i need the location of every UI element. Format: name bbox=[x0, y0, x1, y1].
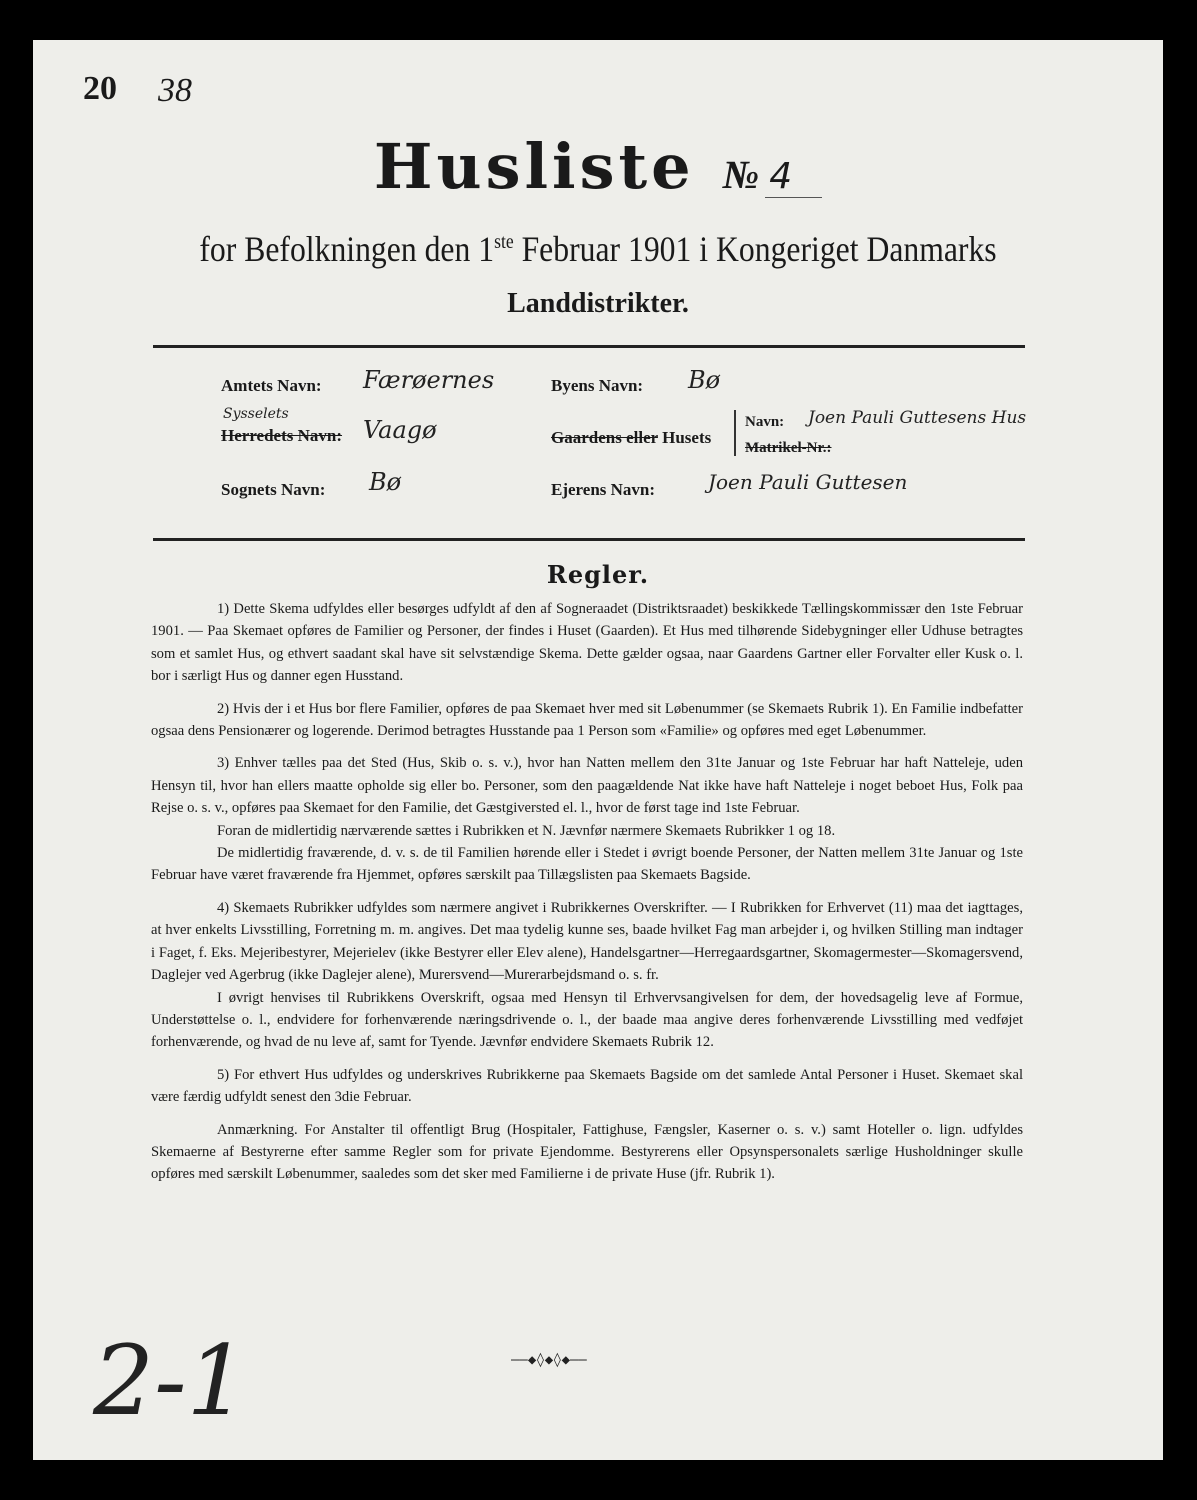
gaard-label-wrap bbox=[551, 428, 711, 448]
rule-1: 1) Dette Skema udfyldes eller besørges udfyldt af den af Sogneraadet (Distriktsraadet) beskikkede Tællingskommissær den 1ste Februar 1901. — Paa Skemaet opføres de Familier og Personer, der findes i Huset (Gaarden). Et Hus med tilhørende Sidebygninger eller Udhuse betragtes som et samlet Hus, og ethvert saadant skal have sit selvstændige Skema. Dette gælder ogsaa, naar Gaardens Gartner eller Forvalter eller Kusk o. l. bor i særligt Hus og danner egen Husstand. bbox=[151, 601, 1023, 685]
fields-divider bbox=[153, 538, 1025, 541]
matrikel-label-wrap bbox=[745, 440, 832, 457]
sogn-label: Sognets Navn: bbox=[221, 480, 326, 499]
gaard-label-struck: Gaardens eller bbox=[551, 428, 658, 447]
gaard-label: Husets bbox=[662, 428, 712, 447]
rule-5: 5) For ethvert Hus udfyldes og underskrives Rubrikkerne paa Skemaets Bagside om det samlede Antal Personer i Huset. Skemaet skal være færdig udfyldt senest den 3die Februar. bbox=[151, 1066, 1023, 1106]
house-list-number: 4 bbox=[765, 156, 822, 198]
sogn-value: Bø bbox=[369, 468, 402, 496]
subtitle-post: Februar 1901 i Kongeriget Danmarks bbox=[513, 229, 997, 269]
rule-2: 2) Hvis der i et Hus bor flere Familier, opføres de paa Skemaet hver med sit Løbenummer (se Skemaets Rubrik 1). En Familie indbefatter ogsaa dens Pensionærer og logerende. Derimod betragtes Husstande paa 1 Person som «Familie» og opføres med eget Løbenummer. bbox=[151, 700, 1023, 740]
herred-insert: Sysselets bbox=[223, 406, 289, 422]
rule-3-note-n: Foran de midlertidig nærværende sættes i Rubrikken et N. Jævnfør nærmere Skemaets Rubrikker 1 og 18. bbox=[217, 822, 836, 839]
ornament: ——◆◊◆◊◆—— bbox=[511, 1352, 587, 1368]
top-divider bbox=[153, 345, 1025, 348]
herred-label: Herredets Navn: bbox=[221, 426, 343, 445]
handwritten-code: 2-1 bbox=[93, 1325, 248, 1437]
number-sign: № bbox=[722, 152, 760, 197]
brace-line bbox=[734, 410, 736, 456]
matrikel-label: Matrikel-Nr.: bbox=[745, 440, 832, 456]
amt-value: Færøernes bbox=[363, 366, 495, 394]
amt-label: Amtets Navn: bbox=[221, 376, 322, 395]
by-label: Byens Navn: bbox=[551, 376, 644, 395]
page-number-left: 20 bbox=[83, 70, 117, 107]
ejer-value: Joen Pauli Guttesen bbox=[708, 470, 908, 494]
rule-4-cont: I øvrigt henvises til Rubrikkens Overskrift, ogsaa med Hensyn til Erhvervsangivelsen for dem, der hovedsagelig leve af Formue, Understøttelse o. l., endvidere for forhenværende næringsdrivende o. l., der baade maa angive deres forhenværende Livsstilling med vedføjet forhenværende, og hvad de nu leve af, samt for Tyende. Jævnfør endvidere Skemaets Rubrik 12. bbox=[151, 989, 1023, 1051]
by-value: Bø bbox=[688, 366, 721, 394]
herred-label-wrap bbox=[221, 426, 342, 446]
district-heading: Landdistrikter. bbox=[507, 288, 689, 319]
ejer-label: Ejerens Navn: bbox=[551, 480, 656, 499]
rule-4: 4) Skemaets Rubrikker udfyldes som nærmere angivet i Rubrikkernes Overskrifter. — I Rubrikken for Erhvervet (11) maa det iagttages, at hver enkelts Livsstilling, Forretning m. m. angives. Det maa tydelig kunne ses, baade hvilket Fag man arbejder i, og hvilken Stilling man indtager i Faget, f. Eks. Mejeribestyrer, Mejerielev (ikke Bestyrer eller Elev alene), Handelsgartner—Herregaardsgartner, Skomagermester—Skomagersvend, Daglejer ved Agerbrug (ikke Daglejer alene), Murersvend—Murerarbejdsmand o. s. fr. bbox=[151, 899, 1023, 984]
rules-text bbox=[151, 598, 1023, 1196]
navn-label: Navn: bbox=[745, 414, 785, 430]
navn-value: Joen Pauli Guttesens Hus bbox=[808, 408, 1027, 428]
page-number-right: 38 bbox=[158, 72, 192, 109]
rule-3: 3) Enhver tælles paa det Sted (Hus, Skib o. s. v.), hvor han Natten mellem den 31te Januar og 1ste Februar har haft Natteleje, uden Hensyn til, hvor han ellers maatte opholde sig eller bo. Personer, som den paagældende Nat ikke have haft Natteleje i noget beboet Hus, Folk paa Rejse o. s. v., opføres paa Skemaet for den Familie, det Gæstgiversted el. l., hvor de først tage ind 1ste Februar. bbox=[151, 755, 1023, 817]
subtitle-sup: ste bbox=[494, 231, 514, 253]
subtitle-pre: for Befolkningen den 1 bbox=[199, 229, 495, 269]
rules-heading: Regler. bbox=[546, 560, 650, 589]
census-form-page bbox=[33, 40, 1163, 1460]
herred-value: Vaagø bbox=[363, 416, 437, 444]
form-subtitle bbox=[101, 228, 1095, 270]
remark: Anmærkning. For Anstalter til offentligt Brug (Hospitaler, Fattighuse, Fængsler, Kaserner o. s. v.) samt Hoteller o. lign. udfyldes Skemaerne af Bestyrerne efter samme Regler som for private Ejendomme. Bestyrerens eller Opsynspersonalets særlige Husholdninger skulle opføres med særskilt Løbenummer, saaledes som det sker med Familierne i de private Huse (jfr. Rubrik 1). bbox=[151, 1121, 1023, 1183]
title-text: Husliste bbox=[373, 130, 695, 203]
form-title bbox=[33, 130, 1163, 203]
rule-3-absent: De midlertidig fraværende, d. v. s. de til Familien hørende eller i Stedet i øvrigt boende Personer, der Natten mellem 31te Januar og 1ste Februar have været fraværende fra Hjemmet, opføres særskilt paa Tillægslisten paa Skemaets Bagside. bbox=[151, 845, 1023, 884]
